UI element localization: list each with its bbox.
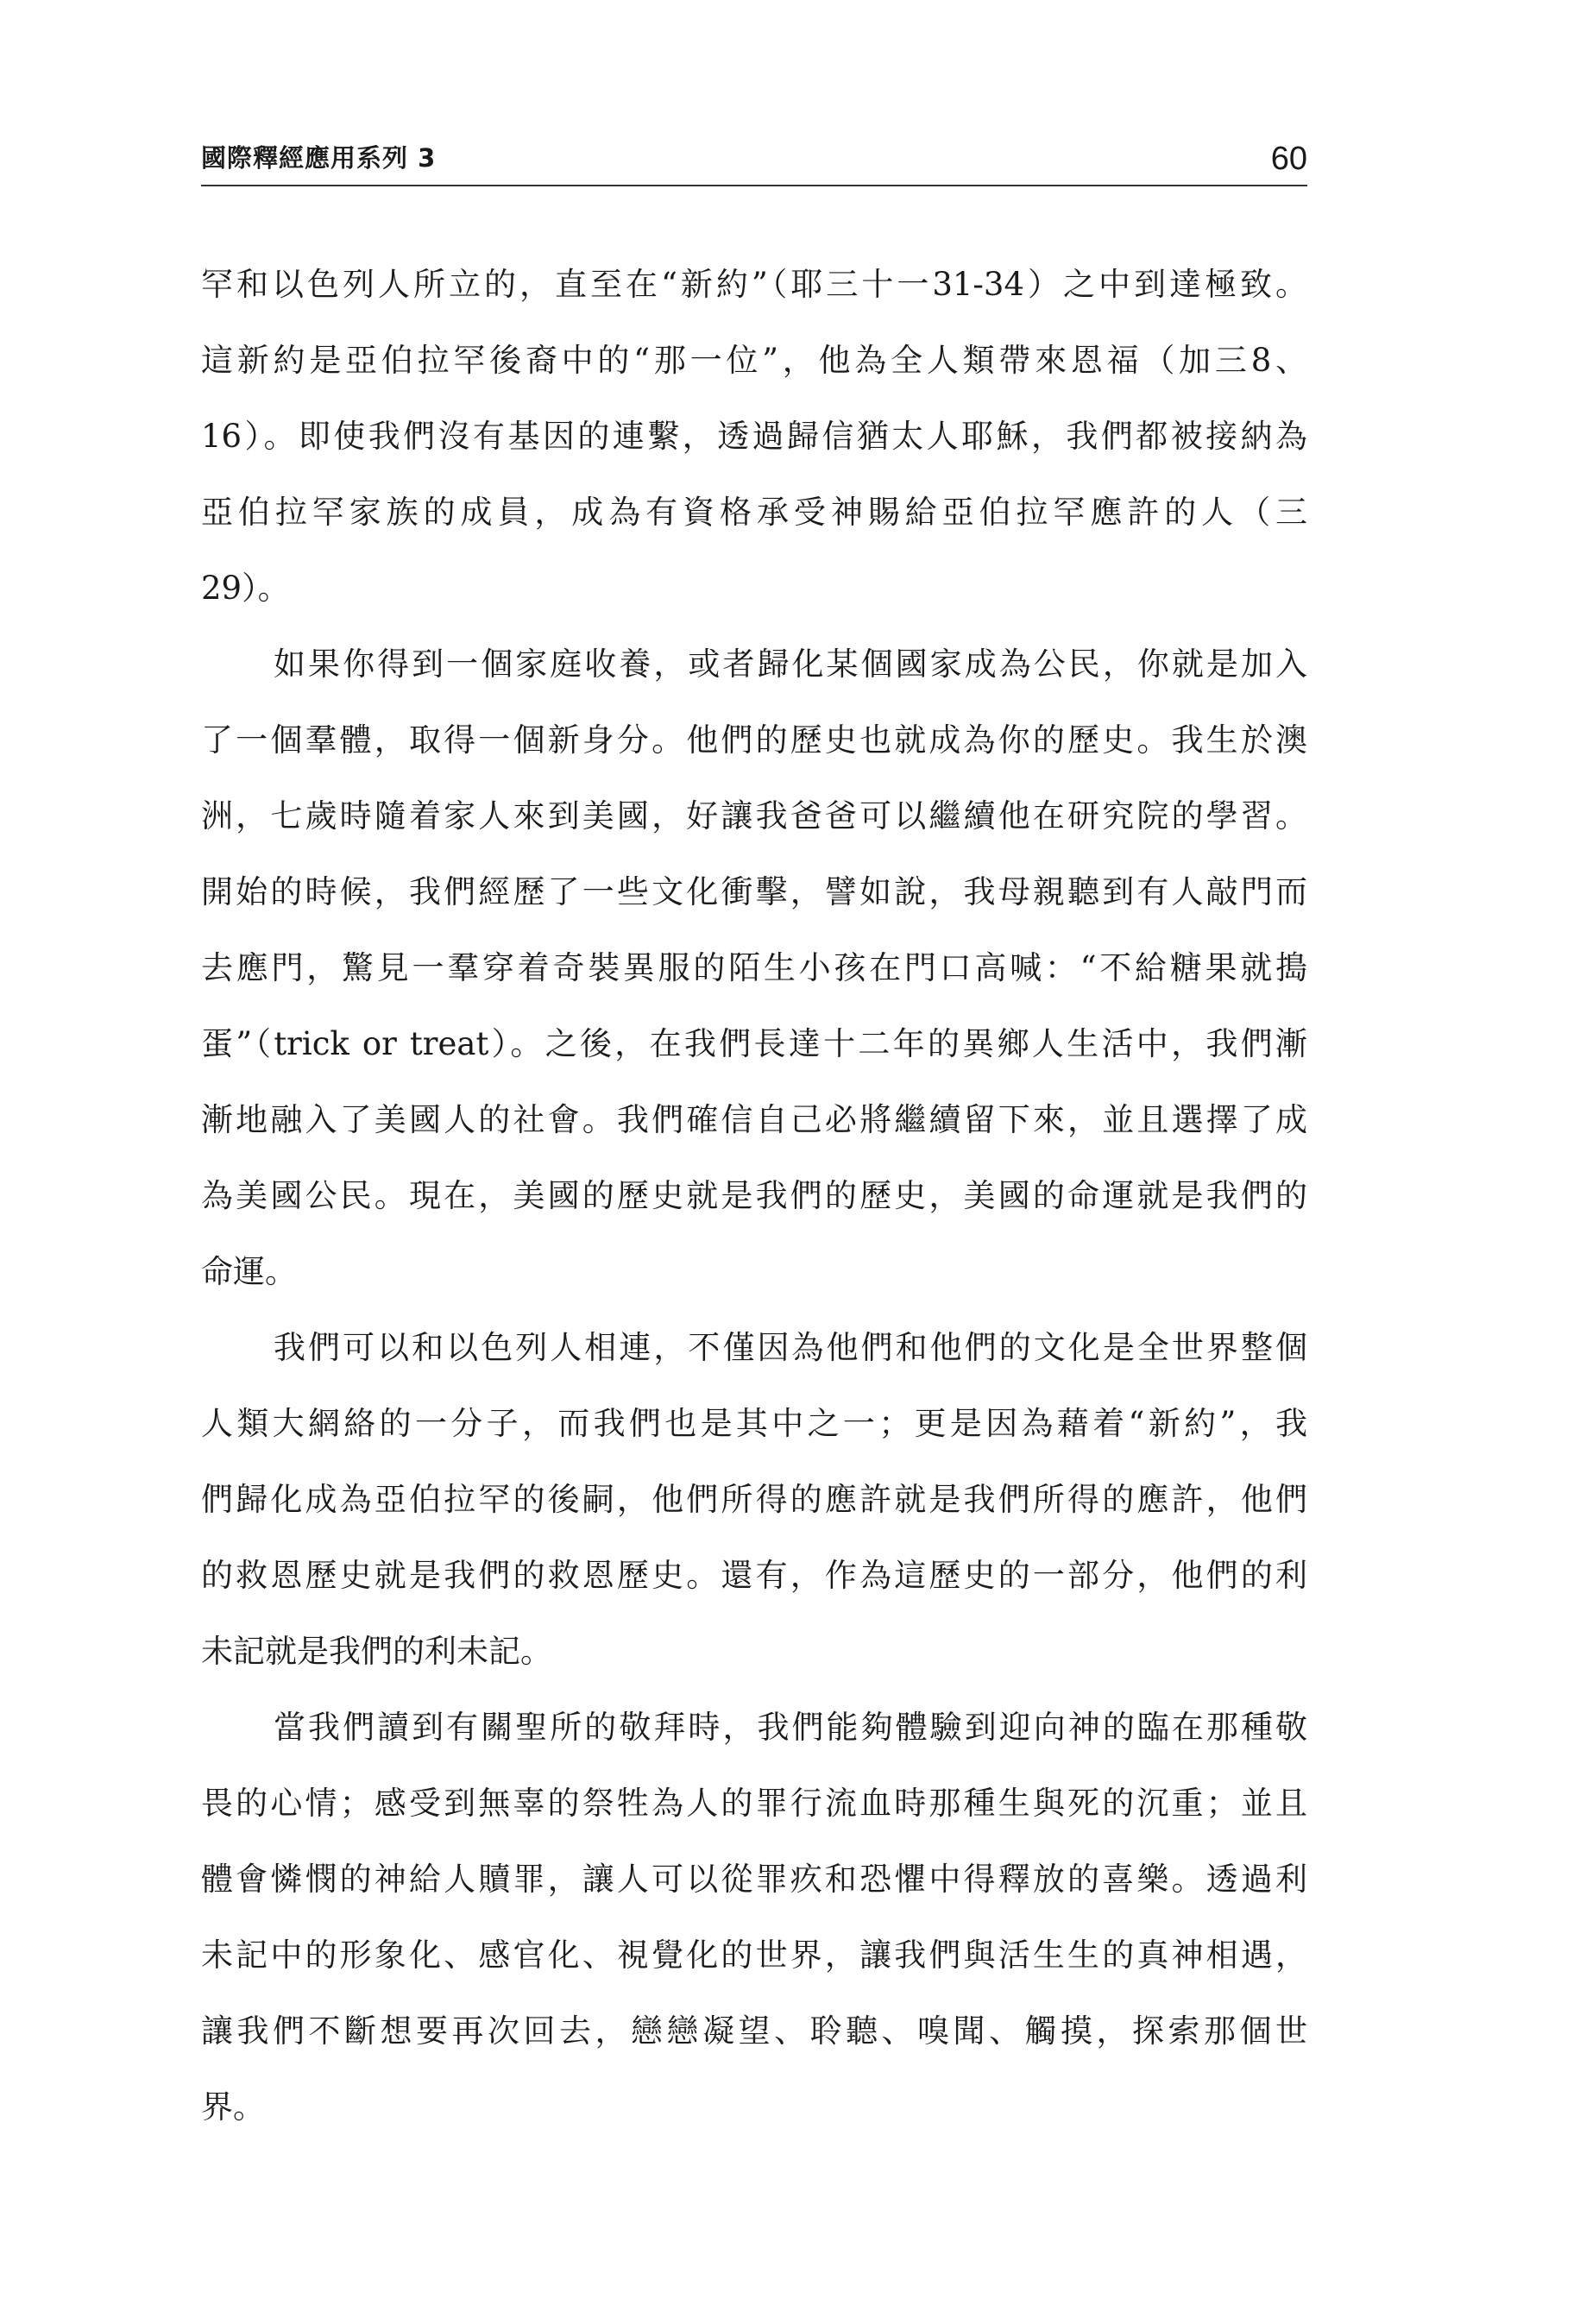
text-line: 體會憐憫的神給人贖罪，讓人可以從罪疚和恐懼中得釋放的喜樂。透過利 — [201, 1861, 1307, 1898]
text-line: 漸地融入了美國人的社會。我們確信自己必將繼續留下來，並且選擇了成 — [201, 1101, 1307, 1138]
paragraph-1 — [201, 247, 1307, 627]
text-line: 讓我們不斷想要再次回去，戀戀凝望、聆聽、嗅聞、觸摸，探索那個世 — [201, 2012, 1307, 2050]
text-line: 畏的心情；感受到無辜的祭牲為人的罪行流血時那種生與死的沉重；並且 — [201, 1785, 1307, 1822]
text-line: 們歸化成為亞伯拉罕的後嗣，他們所得的應許就是我們所得的應許，他們 — [201, 1481, 1307, 1518]
text-line: 如果你得到一個家庭收養，或者歸化某個國家成為公民，你就是加入 — [274, 646, 1307, 683]
text-line: 洲，七歲時隨着家人來到美國，好讓我爸爸可以繼續他在研究院的學習。 — [201, 797, 1307, 834]
text-line: 16）。即使我們沒有基因的連繫，透過歸信猶太人耶穌，我們都被接納為 — [201, 418, 1307, 455]
header-rule — [201, 185, 1307, 186]
page-number: 60 — [1270, 141, 1307, 177]
text-line: 我們可以和以色列人相連，不僅因為他們和他們的文化是全世界整個 — [274, 1329, 1307, 1366]
text-line: 的救恩歷史就是我們的救恩歷史。還有，作為這歷史的一部分，他們的利 — [201, 1557, 1307, 1594]
text-line: 未記中的形象化、感官化、視覺化的世界，讓我們與活生生的真神相遇， — [201, 1937, 1307, 1974]
text-line: 29）。 — [201, 570, 290, 607]
paragraph-2 — [201, 627, 1307, 1310]
text-line: 蛋”（trick or treat）。之後，在我們長達十二年的異鄉人生活中，我們漸 — [201, 1025, 1307, 1062]
text-line: 命運。 — [201, 1253, 297, 1290]
text-line: 未記就是我們的利未記。 — [201, 1633, 552, 1670]
text-line: 為美國公民。現在，美國的歷史就是我們的歷史，美國的命運就是我們的 — [201, 1177, 1307, 1214]
text-line: 人類大網絡的一分子，而我們也是其中之一；更是因為藉着“新約”，我 — [201, 1405, 1307, 1442]
text-line: 當我們讀到有關聖所的敬拜時，我們能夠體驗到迎向神的臨在那種敬 — [274, 1709, 1307, 1746]
text-line: 這新約是亞伯拉罕後裔中的“那一位”，他為全人類帶來恩福（加三8、 — [201, 342, 1307, 379]
series-title: 國際釋經應用系列 3 — [201, 143, 437, 173]
text-line: 亞伯拉罕家族的成員，成為有資格承受神賜給亞伯拉罕應許的人（三 — [201, 494, 1307, 531]
running-header — [201, 138, 1307, 185]
text-line: 開始的時候，我們經歷了一些文化衝擊，譬如說，我母親聽到有人敲門而 — [201, 873, 1307, 910]
text-line: 去應門，驚見一羣穿着奇裝異服的陌生小孩在門口高喊：“不給糖果就搗 — [201, 949, 1307, 986]
text-line: 罕和以色列人所立的，直至在“新約”（耶三十一31-34）之中到達極致。 — [201, 266, 1307, 303]
text-line: 界。 — [201, 2088, 265, 2126]
body-text — [201, 247, 1307, 2145]
paragraph-4 — [201, 1690, 1307, 2145]
paragraph-3 — [201, 1310, 1307, 1690]
text-line: 了一個羣體，取得一個新身分。他們的歷史也就成為你的歷史。我生於澳 — [201, 721, 1307, 759]
